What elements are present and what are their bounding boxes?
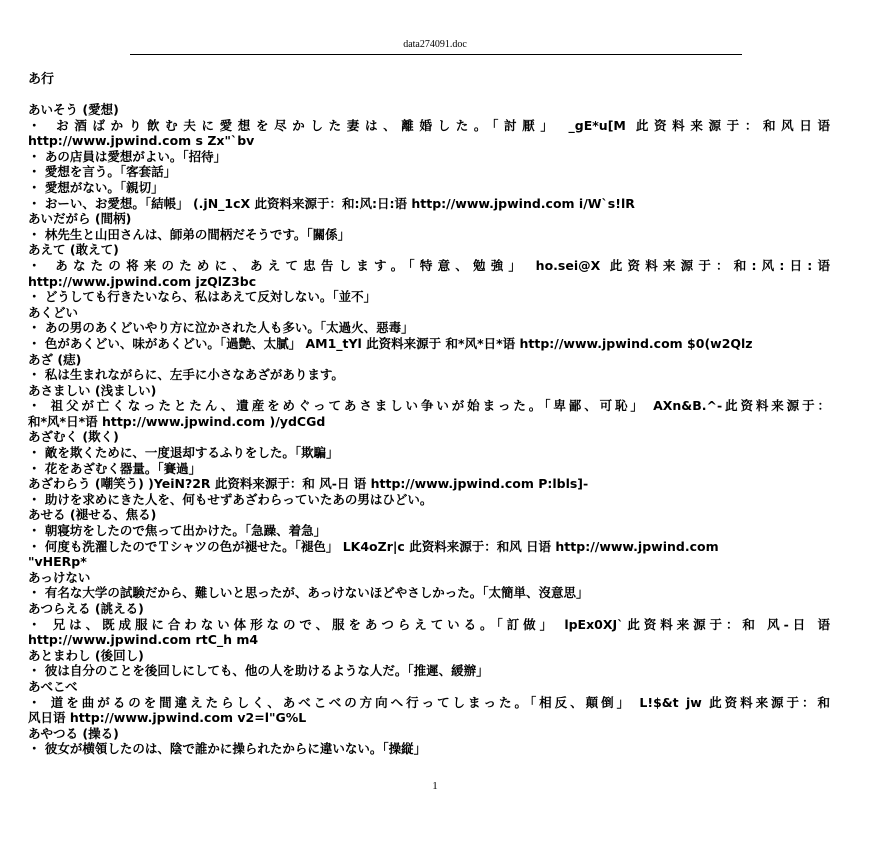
example-sentence: ・ あなたの将来のために、あえて忠告します。「特意、勉強」 ho.sei@X 此资料来源于：和:风:日:语 xyxy=(28,257,830,273)
section-title: あ行 xyxy=(28,72,55,87)
entry-heading: あっけない xyxy=(28,569,91,585)
entry-heading: あやつる (操る) xyxy=(28,725,119,741)
entry-heading: あいだがら (間柄) xyxy=(28,211,132,227)
example-sentence: ・ 花をあざむく器量。「賽過」 xyxy=(28,460,202,476)
wrapped-line: http://www.jpwind.com rtC_h m4 xyxy=(28,632,259,648)
example-sentence: ・ 何度も洗濯したのでＴシャツの色が褪せた。「褪色」 LK4oZr|c 此资料来源于：和风 日语 http://www.jpwind.com xyxy=(28,538,719,554)
example-sentence: ・ あの店員は愛想がよい。「招待」 xyxy=(28,148,227,164)
page-number: 1 xyxy=(432,780,438,792)
example-sentence: ・ おーい、お愛想。「結帳」 (.jN_1cX 此资料来源于：和:风:日:语 http://www.jpwind.com i/W`s!lR xyxy=(28,195,635,211)
entry-heading: あとまわし (後回し) xyxy=(28,647,144,663)
example-sentence: ・ 朝寝坊をしたので焦って出かけた。「急躁、着急」 xyxy=(28,523,327,539)
example-sentence: ・ 林先生と山田さんは、師弟の間柄だそうです。「關係」 xyxy=(28,226,351,242)
document-header-filename: data274091.doc xyxy=(403,39,467,50)
entry-heading: あいそう (愛想) xyxy=(28,102,119,117)
entry-heading: あべこべ xyxy=(28,678,78,694)
document-body xyxy=(28,102,830,757)
example-sentence: ・ 敵を欺くために、一度退却するふりをした。「欺騙」 xyxy=(28,445,339,461)
entry-heading: "vHERp* xyxy=(28,554,87,570)
example-sentence: ・ 愛想がない。「親切」 xyxy=(28,179,164,195)
entry-heading: あえて (敢えて) xyxy=(28,242,119,258)
example-sentence: ・ お酒ばかり飲む夫に愛想を尽かした妻は、離婚した。「討厭」 _gE*u[M 此资料来源于：和风日语 xyxy=(28,117,830,133)
example-sentence: ・ 助けを求めにきた人を、何もせずあざわらっていたあの男はひどい。 xyxy=(28,491,433,507)
example-sentence: ・ あの男のあくどいやり方に泣かされた人も多い。「太過火、惡毒」 xyxy=(28,320,414,336)
entry-heading: あせる (褪せる、焦る) xyxy=(28,507,157,523)
example-sentence: ・ 兄は、既成服に合わない体形なので、服をあつらえている。「訂做」 lpEx0XJ`此资料来源于：和 风-日 语 xyxy=(28,616,830,632)
entry-heading: あざ (痣) xyxy=(28,351,82,367)
wrapped-line: 风日语 http://www.jpwind.com v2=l"G%L xyxy=(28,710,307,726)
example-sentence: ・ 色があくどい、味があくどい。「過艶、太膩」 AM1_tYl 此资料来源于 和*风*日*语 http://www.jpwind.com $0(w2Qlz xyxy=(28,335,753,351)
wrapped-line: 和*风*日*语 http://www.jpwind.com )/ydCGd xyxy=(28,413,326,429)
entry-heading: あくどい xyxy=(28,304,79,320)
header-divider xyxy=(130,54,742,55)
example-sentence: ・ 愛想を言う。「客套話」 xyxy=(28,164,177,180)
example-sentence: ・ 有名な大学の試験だから、難しいと思ったが、あっけないほどやさしかった。「太簡単、沒意思」 xyxy=(28,585,589,601)
entry-heading: あつらえる (誂える) xyxy=(28,601,144,616)
example-sentence: ・ どうしても行きたいなら、私はあえて反対しない。「並不」 xyxy=(28,289,377,305)
example-sentence: ・ 彼女が横領したのは、陰で誰かに操られたからに違いない。「操縦」 xyxy=(28,741,427,757)
example-sentence: ・ 道を曲がるのを間違えたらしく、あべこべの方向へ行ってしまった。「相反、顛倒」 L!$&t jw 此资料来源于：和 xyxy=(28,694,830,710)
example-sentence: ・ 祖父が亡くなったとたん、遺産をめぐってあさましい争いが始まった。「卑鄙、可恥」 AXn&B.^-此资料来源于： xyxy=(28,398,830,414)
wrapped-line: http://www.jpwind.com s Zx"`bv xyxy=(28,133,255,149)
entry-heading: あさましい (浅ましい) xyxy=(28,382,157,398)
wrapped-line: http://www.jpwind.com jzQlZ3bc xyxy=(28,273,257,289)
entry-heading: あざむく (欺く) xyxy=(28,429,119,445)
entry-heading: あざわらう (嘲笑う) )YeiN?2R 此资料来源于：和 风-日 语 http://www.jpwind.com P:lbls]- xyxy=(28,476,589,492)
example-sentence: ・ 彼は自分のことを後回しにしても、他の人を助けるような人だ。「推遲、緩辦」 xyxy=(28,663,489,679)
example-sentence: ・ 私は生まれながらに、左手に小さなあざがあります。 xyxy=(28,367,344,383)
